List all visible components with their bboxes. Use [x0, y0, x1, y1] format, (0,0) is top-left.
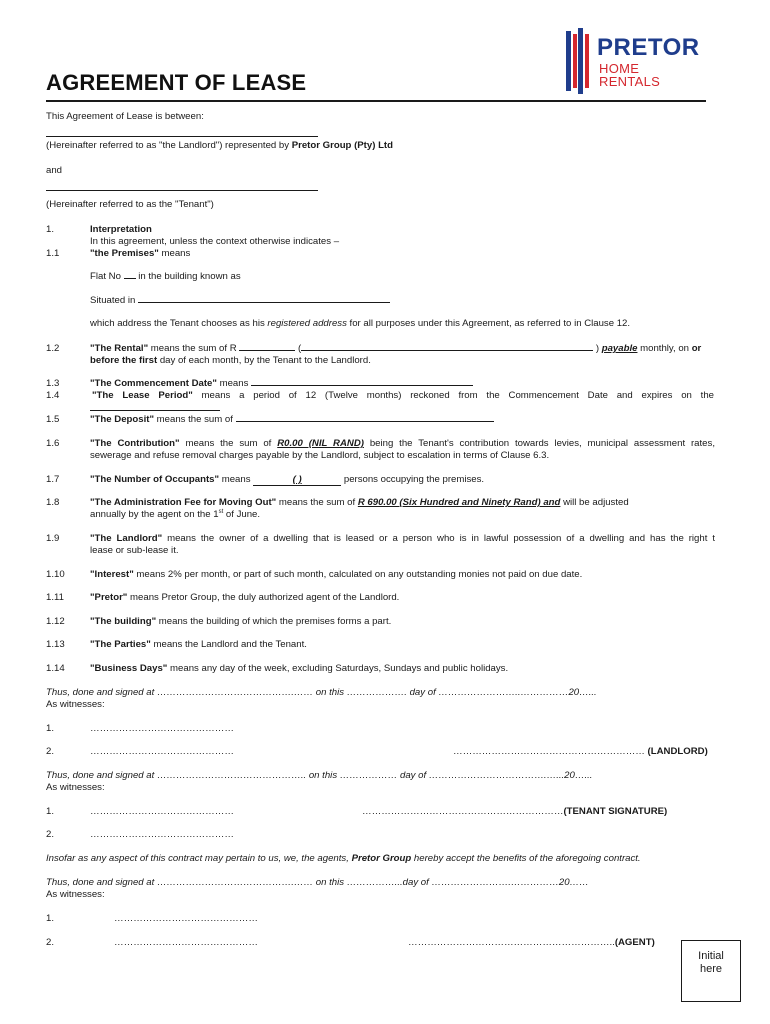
clause-1-4-number: 1.4 [46, 390, 60, 401]
clause-1-10-number: 1.10 [46, 569, 65, 580]
tenant-witness-1-number: 1. [46, 806, 55, 817]
page-title: AGREEMENT OF LEASE [46, 70, 307, 95]
clause-1-6-number: 1.6 [46, 438, 60, 449]
landlord-signed-at[interactable]: Thus, done and signed at …………………………………….…… on this ………………. day of ……………………..……………20…... [46, 687, 597, 698]
landlord-witness-2-number: 2. [46, 746, 55, 757]
clause-1-8-line1: "The Administration Fee for Moving Out" means the sum of R 690.00 (Six Hundred and Ninety Rand) and will be adjusted [90, 497, 629, 508]
clause-1-10-text: "Interest" means 2% per month, or part of such month, calculated on any outstanding monies not paid on due date. [90, 569, 583, 580]
tenant-reference: (Hereinafter referred to as the "Tenant") [46, 199, 214, 210]
lease-expiry-field[interactable] [90, 410, 220, 411]
clause-1-8-line2: annually by the agent on the 1st of June. [90, 509, 261, 521]
occupants-field[interactable]: ( ) [253, 474, 341, 486]
rental-amount-field[interactable] [239, 350, 295, 351]
clause-1-13-text: "The Parties" means the Landlord and the Tenant. [90, 639, 307, 650]
logo-sub-home: HOME [599, 61, 640, 76]
clause-1-number: 1. [46, 224, 55, 235]
flat-no-field[interactable] [124, 278, 136, 279]
landlord-witness-2-line[interactable]: ……………………………………… [90, 746, 234, 757]
commencement-date-field[interactable] [251, 385, 473, 386]
tenant-witnesses-label: As witnesses: [46, 782, 105, 793]
here-label: here [699, 963, 723, 975]
clause-1-12-number: 1.12 [46, 616, 65, 627]
agent-witness-2-line[interactable]: ……………………………………… [114, 937, 258, 948]
clause-1-7-text: "The Number of Occupants" means ( ) persons occupying the premises. [90, 474, 485, 485]
agent-witnesses-label: As witnesses: [46, 889, 105, 900]
clause-1-11-text: "Pretor" means Pretor Group, the duly authorized agent of the Landlord. [90, 592, 400, 603]
rental-words-field[interactable] [301, 350, 593, 351]
tenant-witness-2-number: 2. [46, 829, 55, 840]
agent-witness-1-number: 1. [46, 913, 55, 924]
landlord-name-line[interactable] [46, 136, 318, 137]
landlord-witness-1-line[interactable]: ……………………………………… [90, 723, 234, 734]
and-text: and [46, 165, 63, 176]
clause-1-1-intro: In this agreement, unless the context otherwise indicates – [90, 236, 340, 247]
pretor-logo [565, 28, 715, 98]
clause-1-9-line2: lease or sub-lease it. [90, 545, 179, 556]
clause-1-8-number: 1.8 [46, 497, 60, 508]
agent-witness-2-number: 2. [46, 937, 55, 948]
tenant-signature-line[interactable]: ………………………………………………………(TENANT SIGNATURE) [362, 806, 668, 817]
clause-1-1-text: "the Premises" means [90, 248, 191, 259]
clause-1-5-text: "The Deposit" means the sum of [90, 414, 494, 425]
deposit-field[interactable] [236, 421, 494, 422]
clause-1-13-number: 1.13 [46, 639, 65, 650]
landlord-witnesses-label: As witnesses: [46, 699, 105, 710]
clause-1-6-line2: sewerage and refuse removal charges payable by the Landlord, subject to escalation in terms of Clause 6.3. [90, 450, 550, 461]
clause-1-9-line1: "The Landlord" means the owner of a dwelling that is leased or a person who is in lawful possession of a dwelling and has the right t [90, 533, 715, 544]
situated-line: Situated in [90, 295, 390, 306]
logo-name: PRETOR [597, 34, 700, 61]
logo-bars-icon [565, 28, 595, 94]
agent-witness-1-line[interactable]: ……………………………………… [114, 913, 258, 924]
clause-1-2-line2: before the first day of each month, by the Tenant to the Landlord. [90, 355, 371, 366]
initial-label: Initial [698, 950, 724, 962]
clause-1-5-number: 1.5 [46, 414, 60, 425]
landlord-signature-line[interactable]: …………………………………………………… (LANDLORD) [453, 746, 708, 757]
title-rule [46, 100, 706, 102]
clause-1-2-number: 1.2 [46, 343, 60, 354]
tenant-witness-2-line[interactable]: ……………………………………… [90, 829, 234, 840]
clause-1-12-text: "The building" means the building of which the premises forms a part. [90, 616, 392, 627]
landlord-witness-1-number: 1. [46, 723, 55, 734]
clause-1-1-number: 1.1 [46, 248, 60, 259]
tenant-name-line[interactable] [46, 190, 318, 191]
clause-1-2-line1: "The Rental" means the sum of R ( ) payable monthly, on or [90, 343, 702, 354]
agent-signature-line[interactable]: ………………………………………………………..(AGENT) [408, 937, 655, 948]
landlord-reference: (Hereinafter referred to as "the Landlord") represented by Pretor Group (Pty) Ltd [46, 140, 393, 151]
clause-1-11-number: 1.11 [46, 592, 64, 603]
clause-1-3-number: 1.3 [46, 378, 60, 389]
tenant-witness-1-line[interactable]: ……………………………………… [90, 806, 234, 817]
clause-1-6-line1: "The Contribution" means the sum of R0.00 (NIL RAND) being the Tenant's contribution towards levies, municipal assessment rates, [90, 438, 715, 449]
clause-1-9-number: 1.9 [46, 533, 60, 544]
situated-field[interactable] [138, 302, 390, 303]
clause-1-7-number: 1.7 [46, 474, 60, 485]
initial-here-box[interactable] [681, 940, 741, 1002]
clause-1-title: Interpretation [90, 224, 152, 235]
intro-text: This Agreement of Lease is between: [46, 111, 204, 122]
logo-sub-rentals: RENTALS [599, 74, 661, 89]
flat-no-line: Flat No in the building known as [90, 271, 241, 282]
registered-address-text: which address the Tenant chooses as his registered address for all purposes under this Agreement, as referred to in Clause 12. [90, 318, 631, 329]
clause-1-14-number: 1.14 [46, 663, 65, 674]
tenant-signed-at[interactable]: Thus, done and signed at ……………………………………….. on this ……………… day of ……………………………….…...20…... [46, 770, 593, 781]
clause-1-3-text: "The Commencement Date" means [90, 378, 473, 389]
clause-1-4-text: "The Lease Period" means a period of 12 (Twelve months) reckoned from the Commencement Date and expires on the [92, 390, 715, 401]
agent-acceptance-text: Insofar as any aspect of this contract may pertain to us, we, the agents, Pretor Group hereby accept the benefits of the aforegoing contract. [46, 853, 641, 864]
clause-1-14-text: "Business Days" means any day of the week, excluding Saturdays, Sundays and public holidays. [90, 663, 509, 674]
agent-signed-at[interactable]: Thus, done and signed at …………………………………….…… on this ……………...day of …………………….……………20…… [46, 877, 589, 888]
